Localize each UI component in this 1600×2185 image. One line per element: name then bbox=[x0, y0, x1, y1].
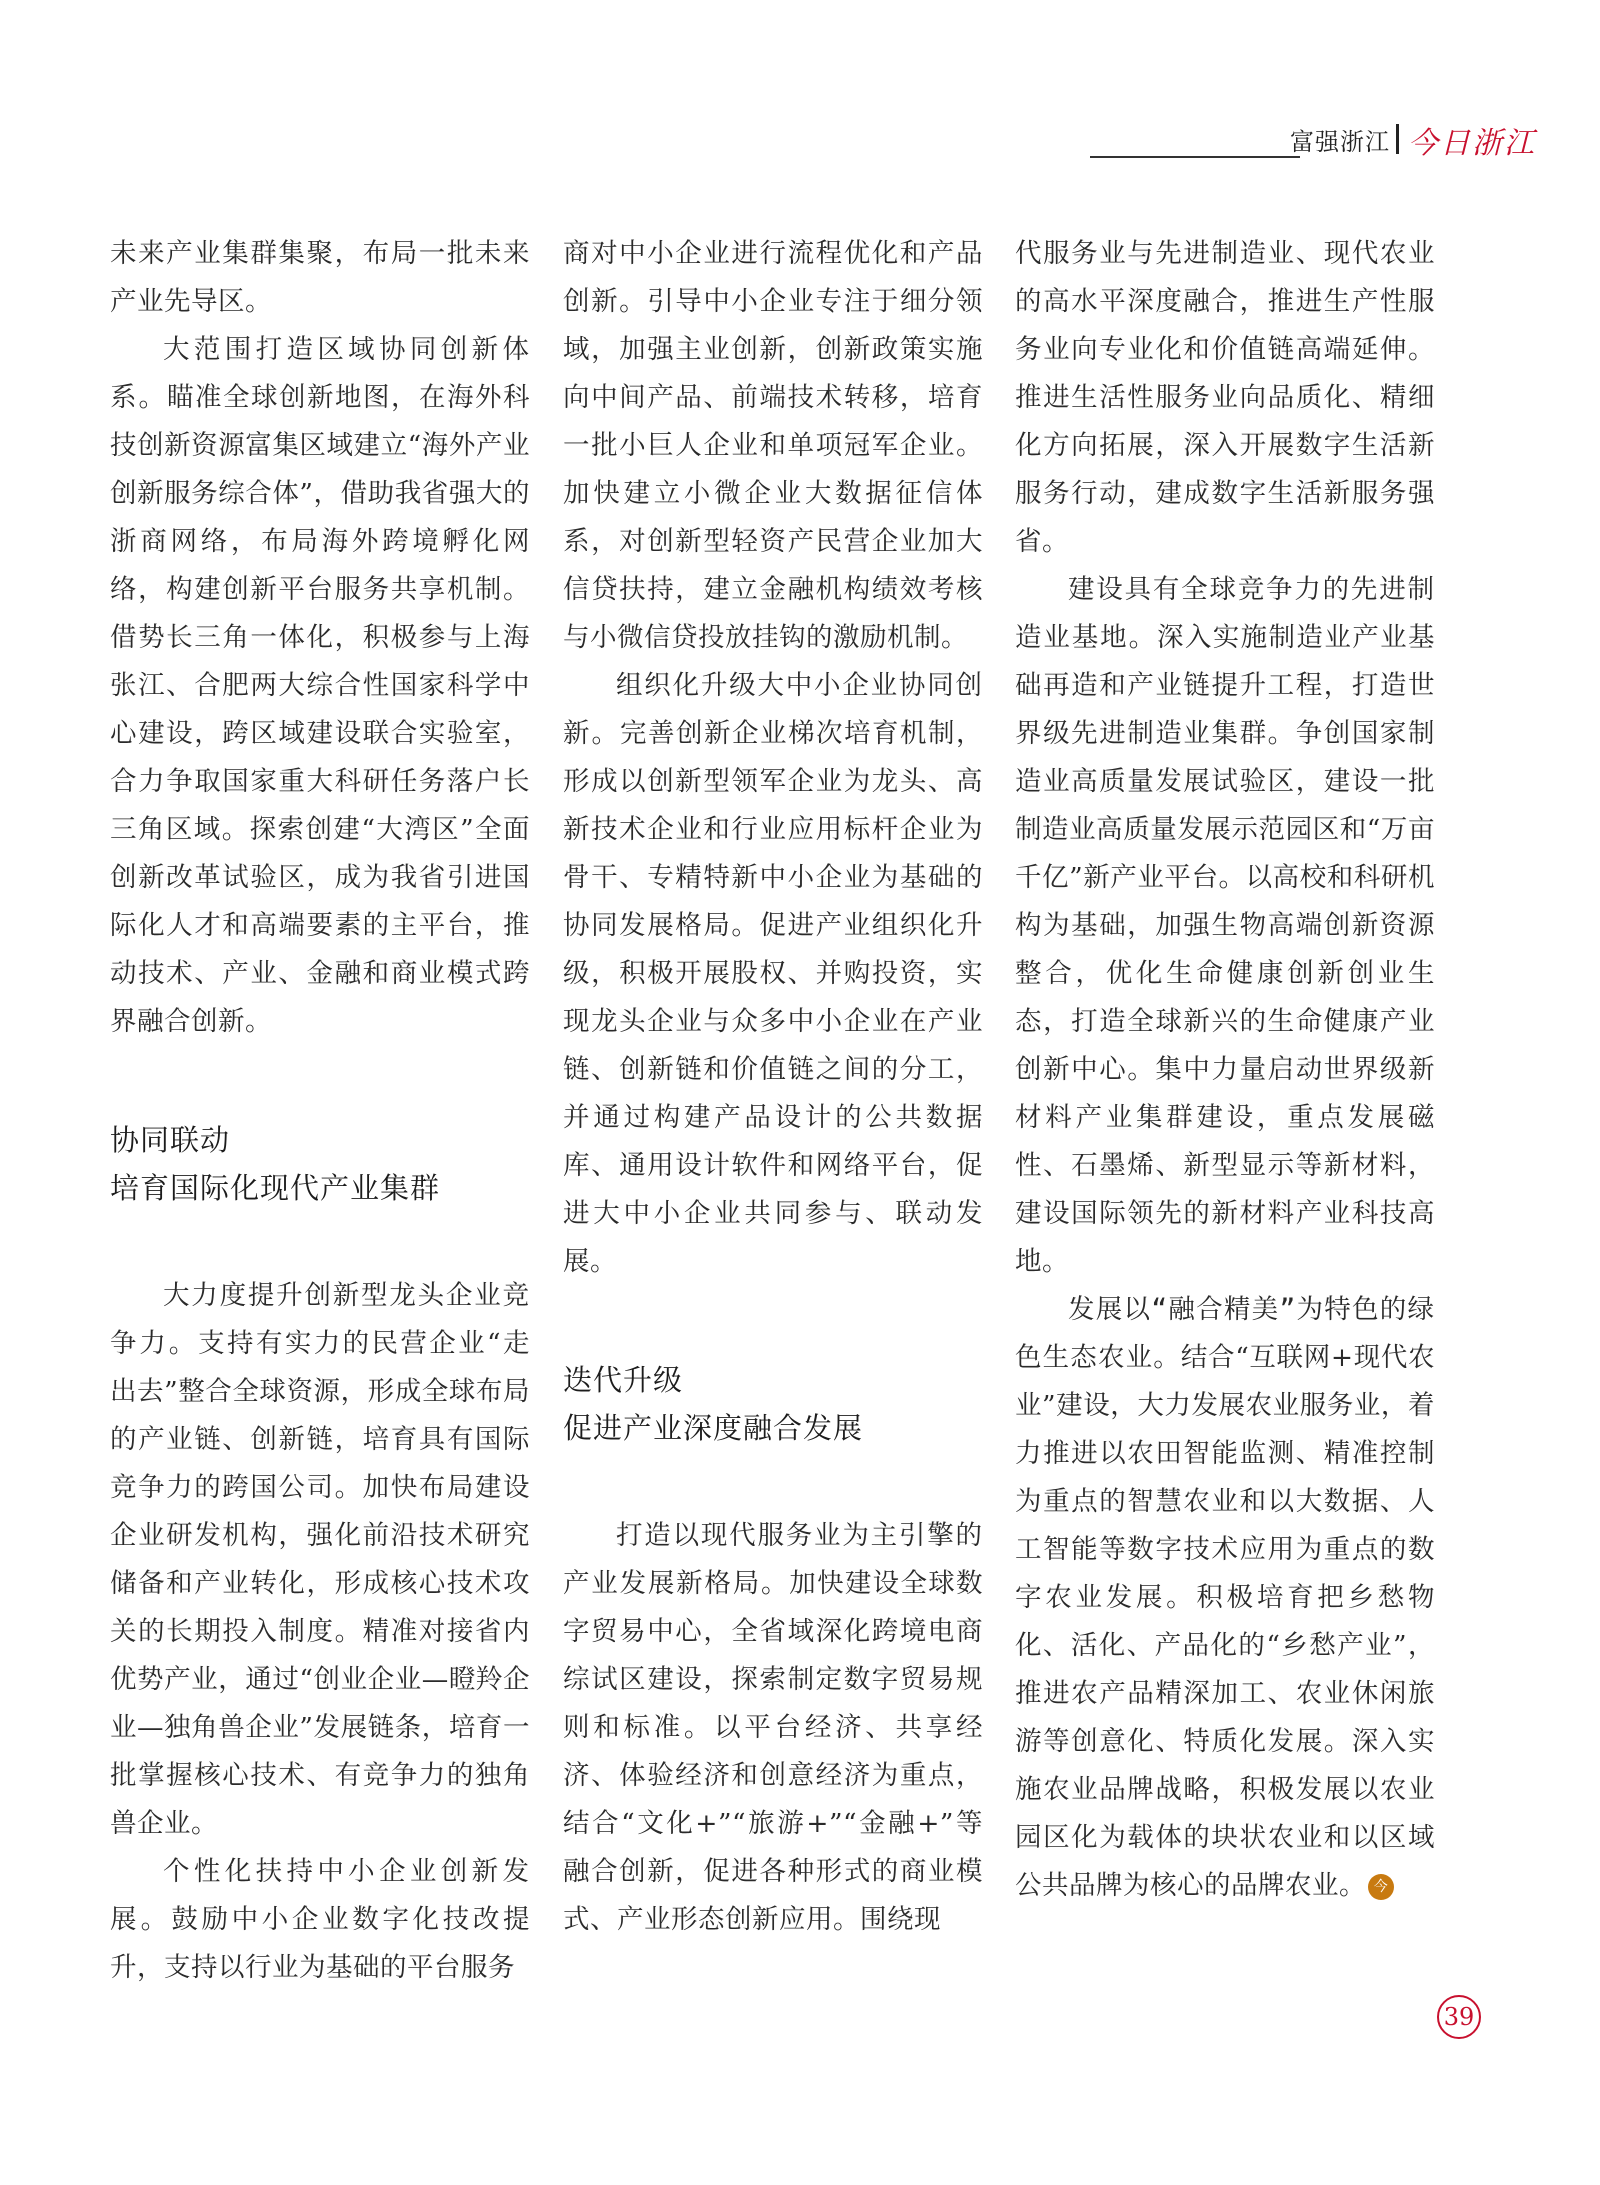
paragraph-lead: 大力度提升创新型龙头企业竞争力。 bbox=[110, 1280, 530, 1359]
paragraph bbox=[110, 1848, 530, 1992]
end-mark-icon: 今 bbox=[1368, 1874, 1394, 1900]
paragraph: 未来产业集群集聚，布局一批未来产业先导区。 bbox=[110, 238, 530, 317]
column-1 bbox=[110, 230, 530, 1992]
paragraph-body: 深入实施制造业产业基础再造和产业链提升工程，打造世界级先进制造业集群。争创国家制造业高质量发展试验区，建设一批制造业高质量发展示范园区和“万亩千亿”新产业平台。以高校和科研机构为基础，加强生物高端创新资源整合，优化生命健康创新创业生态，打造全球新兴的生命健康产业创新中心。集中力量启动世界级新材料产业集群建设，重点发展磁性、石墨烯、新型显示等新材料，建设国际领先的新材料产业科技高地。 bbox=[1015, 622, 1436, 1277]
page-header bbox=[1090, 122, 1536, 162]
header-separator bbox=[1396, 124, 1399, 154]
section-heading bbox=[563, 1356, 983, 1452]
paragraph-lead: 组织化升级大中小企业协同创新。 bbox=[563, 670, 983, 749]
page-number: 39 bbox=[1437, 1995, 1481, 2039]
section-title: 富强浙江 bbox=[1290, 128, 1390, 156]
paragraph-lead: 建设具有全球竞争力的先进制造业基地。 bbox=[1015, 574, 1435, 653]
column-3 bbox=[1015, 230, 1435, 1910]
paragraph-body: 鼓励中小企业数字化技改提升，支持以行业为基础的平台服务 bbox=[110, 1904, 531, 1983]
paragraph-body: 结合“互联网+现代农业”建设，大力发展农业服务业，着力推进以农田智能监测、精准控制为重点的智慧农业和以大数据、人工智能等数字技术应用为重点的数字农业发展。积极培育把乡愁物化、活化、产品化的“乡愁产业”，推进农产品精深加工、农业休闲旅游等创意化、特质化发展。深入实施农业品牌战略，积极发展以农业园区化为载体的块状农业和以区域公共品牌为核心的品牌农业。 bbox=[1015, 1342, 1435, 1901]
paragraph-body: 加快建设全球数字贸易中心，全省域深化跨境电商综试区建设，探索制定数字贸易规则和标准。以平台经济、共享经济、体验经济和创意经济为重点，结合“文化+”“旅游+”“金融+”等融合创新，促进各种形式的商业模式、产业形态创新应用。围绕现 bbox=[563, 1568, 984, 1935]
paragraph-lead: 打造以现代服务业为主引擎的产业发展新格局。 bbox=[563, 1520, 983, 1599]
paragraph-body: 支持有实力的民营企业“走出去”整合全球资源，形成全球布局的产业链、创新链，培育具有国际竞争力的跨国公司。加快布局建设企业研发机构，强化前沿技术研究储备和产业转化，形成核心技术攻关的长期投入制度。精准对接省内优势产业，通过“创业企业—瞪羚企业—独角兽企业”发展链条，培育一批掌握核心技术、有竞争力的独角兽企业。 bbox=[110, 1328, 530, 1839]
paragraph bbox=[563, 662, 983, 1286]
heading-line: 迭代升级 bbox=[563, 1363, 684, 1397]
paragraph bbox=[110, 1272, 530, 1848]
paragraph bbox=[563, 1512, 983, 1944]
heading-line: 协同联动 bbox=[110, 1123, 231, 1157]
heading-line: 促进产业深度融合发展 bbox=[563, 1411, 864, 1445]
paragraph: 商对中小企业进行流程优化和产品创新。引导中小企业专注于细分领域，加强主业创新，创新政策实施向中间产品、前端技术转移，培育一批小巨人企业和单项冠军企业。加快建立小微企业大数据征信体系，对创新型轻资产民营企业加大信贷扶持，建立金融机构绩效考核与小微信贷投放挂钩的激励机制。 bbox=[563, 238, 983, 653]
paragraph bbox=[1015, 1286, 1435, 1910]
magazine-logo: 今日浙江 bbox=[1408, 126, 1536, 161]
paragraph-lead: 个性化扶持中小企业创新发展。 bbox=[110, 1856, 530, 1935]
paragraph-lead: 发展以“融合精美”为特色的绿色生态农业。 bbox=[1015, 1294, 1435, 1373]
column-2 bbox=[563, 230, 983, 1944]
section-heading bbox=[110, 1116, 530, 1212]
paragraph: 代服务业与先进制造业、现代农业的高水平深度融合，推进生产性服务业向专业化和价值链高端延伸。推进生活性服务业向品质化、精细化方向拓展，深入开展数字生活新服务行动，建成数字生活新服务强省。 bbox=[1015, 238, 1435, 557]
paragraph bbox=[1015, 566, 1435, 1286]
paragraph-body: 瞄准全球创新地图，在海外科技创新资源富集区域建立“海外产业创新服务综合体”，借助我省强大的浙商网络，布局海外跨境孵化网络，构建创新平台服务共享机制。借势长三角一体化，积极参与上海张江、合肥两大综合性国家科学中心建设，跨区域建设联合实验室，合力争取国家重大科研任务落户长三角区域。探索创建“大湾区”全面创新改革试验区，成为我省引进国际化人才和高端要素的主平台，推动技术、产业、金融和商业模式跨界融合创新。 bbox=[110, 382, 530, 1037]
header-rule bbox=[1090, 156, 1300, 158]
paragraph-body: 完善创新企业梯次培育机制，形成以创新型领军企业为龙头、高新技术企业和行业应用标杆企业为骨干、专精特新中小企业为基础的协同发展格局。促进产业组织化升级，积极开展股权、并购投资，实现龙头企业与众多中小企业在产业链、创新链和价值链之间的分工，并通过构建产品设计的公共数据库、通用设计软件和网络平台，促进大中小企业共同参与、联动发展。 bbox=[563, 718, 983, 1277]
heading-line: 培育国际化现代产业集群 bbox=[110, 1171, 441, 1205]
paragraph-lead: 大范围打造区域协同创新体系。 bbox=[110, 334, 530, 413]
paragraph bbox=[110, 326, 530, 1046]
